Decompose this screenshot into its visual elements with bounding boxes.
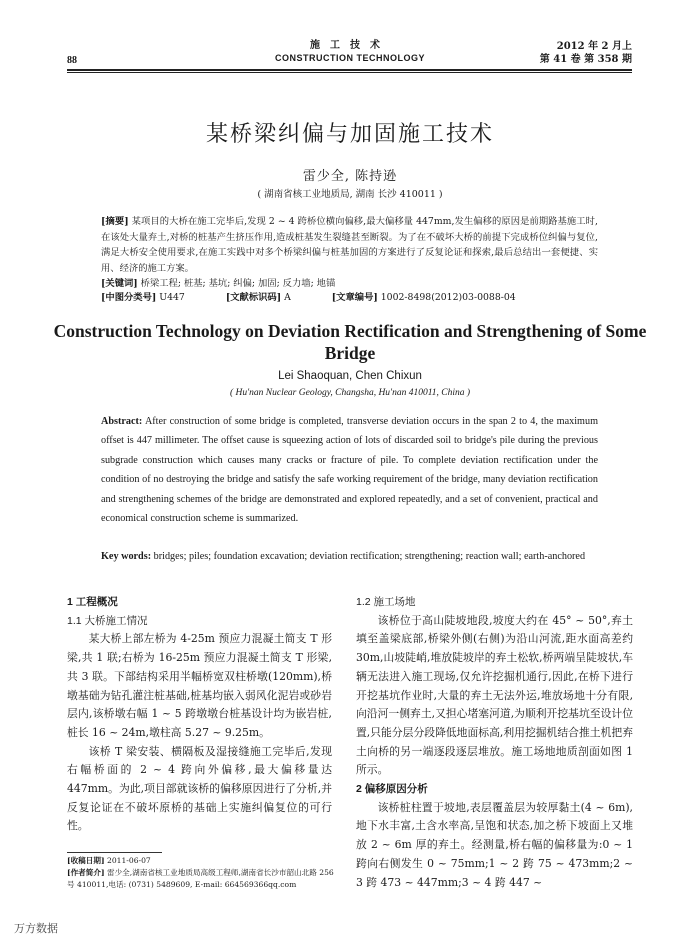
doc-code-label: [文献标识码] (225, 292, 282, 303)
keywords-cn-text: 桥梁工程; 桩基; 基坑; 纠偏; 加固; 反力墙; 地锚 (140, 278, 336, 289)
abstract-cn (101, 214, 598, 292)
body-column-right (356, 593, 633, 892)
clc-value: U447 (159, 292, 185, 303)
section-heading: 2 偏移原因分析 (356, 783, 428, 796)
footnote-rule (67, 852, 162, 853)
keywords-en-label: Key words: (101, 551, 152, 562)
body-paragraph: 该桥桩柱置于坡地,表层覆盖层为较厚黏土(4 ~ 6m),地下水丰富,土含水率高,呈饱和状态,加之桥下坡面上又堆放 2 ~ 6m 厚的弃土。经测量,桥右幅的偏移量为:0 ~ 1 跨向右侧发生 0 ~ 75mm;1 ~ 2 跨 75 ~ 473mm;2 ~ 3 跨 473 ~ 447mm;3 ~ 4 跨 447 ~ (356, 800, 633, 889)
header-rule-thin (67, 72, 632, 73)
keywords-cn-label: [关键词] (101, 278, 138, 289)
body-paragraph: 该桥 T 梁安装、横隔板及湿接缝施工完毕后,发现右幅桥面的 2 ~ 4 跨向外偏移,最大偏移量达 447mm。为此,项目部就该桥的偏移原因进行了分析,并反复论证在不破坏原桥的基础上实施纠偏复位的可行性。 (67, 744, 332, 833)
abstract-cn-label: [摘要] (101, 216, 129, 227)
article-no-label: [文章编号] (331, 292, 378, 303)
article-no-value: 1002-8498(2012)03-0088-04 (380, 292, 516, 303)
issue-info (540, 40, 632, 66)
author-bio-label: [作者简介] (67, 868, 105, 877)
keywords-en (101, 547, 598, 566)
doc-code-value: A (284, 292, 291, 303)
abstract-cn-text: 某项目的大桥在施工完毕后,发现 2 ~ 4 跨桥位横向偏移,最大偏移量 447mm,发生偏移的原因是前期路基施工时,在该处大量弃土,对桥的桩基产生挤压作用,造成桩基发生裂缝甚至断裂。为了在不破坏大桥的前提下完成桥位纠偏与复位,满足大桥安全使用要求,在施工实践中对多个桥梁纠偏与桩基加固的方案进行了反复论证和探索,最后总结出一套便捷、实用、经济的施工方案。 (101, 216, 598, 274)
journal-name-en: CONSTRUCTION TECHNOLOGY (275, 53, 425, 63)
received-label: [收稿日期] (67, 856, 105, 865)
volume-issue: 第 41 卷 第 358 期 (539, 54, 632, 65)
abstract-en (101, 412, 598, 528)
clc-label: [中图分类号] (101, 292, 157, 303)
header-rule (67, 69, 632, 71)
subsection-heading: 1.1 大桥施工情况 (67, 614, 148, 627)
database-watermark: 万方数据 (14, 922, 58, 935)
classification-row (101, 289, 598, 303)
subsection-heading: 1.2 施工场地 (356, 596, 416, 608)
received-date: 2011-06-07 (106, 856, 151, 865)
authors-en: Lei Shaoquan, Chen Chixun (278, 370, 422, 382)
article-title-en: Construction Technology on Deviation Rectification and Strengthening of Some Bridge (53, 321, 647, 363)
body-paragraph: 该桥位于高山陡坡地段,坡度大约在 45° ~ 50°,弃土填至盖梁底部,桥梁外侧(右侧)为沿山河流,距水面高差约 30m,山坡陡峭,堆放陡坡岸的弃土松软,桥两端呈陡坡状,车辆无法进入施工现场,仅允许挖掘机通行,因此,在桥下进行开挖基坑作业时,大量的弃土无法外运,堆放场地十分有限,向沿河一侧弃土,又担心堵塞河道,为顺利开挖基坑至设计位置,只能分层分段降低地面标高,利用挖掘机结合推土机把弃土向桥的另一端逐段逐层堆放。施工场地地质剖面如图 1 所示。 (356, 613, 633, 777)
article-title-cn: 某桥梁纠偏与加固施工技术 (205, 122, 494, 147)
keywords-en-text: bridges; piles; foundation excavation; deviation rectification; strengthening; reaction wall; earth-anchored (153, 551, 586, 562)
abstract-en-text: After construction of some bridge is completed, transverse deviation occurs in the span 2 to 4, the maximum offset is 447 millimeter. The offset cause is squeezing action of lots of discarded soil to bridge's pile during the previous subgrade construction which causes many cracks or fracture of pile. To complete deviation rectification under the condition of no destroying the bridge and satisfy the safe working requirement of the bridge, many deviation rectification and strengthening schemes of the bridge are demonstrated and explored repeatedly, and a set of convenient, practical and economical construction scheme is summarized. (101, 416, 598, 525)
footnote (67, 855, 335, 891)
section-heading: 1 工程概况 (67, 596, 118, 608)
affiliation-en: ( Hu'nan Nuclear Geology, Changsha, Hu'nan 410011, China ) (229, 388, 471, 398)
page-number: 88 (67, 55, 77, 66)
body-paragraph: 某大桥上部左桥为 4-25m 预应力混凝土简支 T 形梁,共 1 联;右桥为 16-25m 预应力混凝土简支 T 形梁,共 3 联。下部结构采用半幅桥宽双柱桥墩(120mm),桥墩基础为钻孔灌注桩基础,桩基均嵌入弱风化泥岩或砂岩层内,该桥墩右幅 1 ~ 5 跨墩墩台桩基设计均为嵌岩桩,桩长 16 ~ 24m,墩柱高 5.27 ~ 9.25m。 (67, 632, 332, 739)
abstract-en-label: Abstract: (101, 416, 143, 427)
body-column-left (67, 593, 332, 836)
journal-name-cn: 施工技术 (310, 40, 390, 51)
authors-cn: 雷少全, 陈持逊 (302, 169, 398, 184)
issue-date: 2012 年 2 月上 (556, 41, 632, 52)
author-bio: 雷少全,湖南省核工业地质局高级工程师,湖南省长沙市韶山北路 256 号 410011,电话: (0731) 5489609, E-mail: 664569366qq.com (67, 868, 334, 889)
affiliation-cn: ( 湖南省核工业地质局, 湖南 长沙 410011 ) (257, 189, 443, 200)
